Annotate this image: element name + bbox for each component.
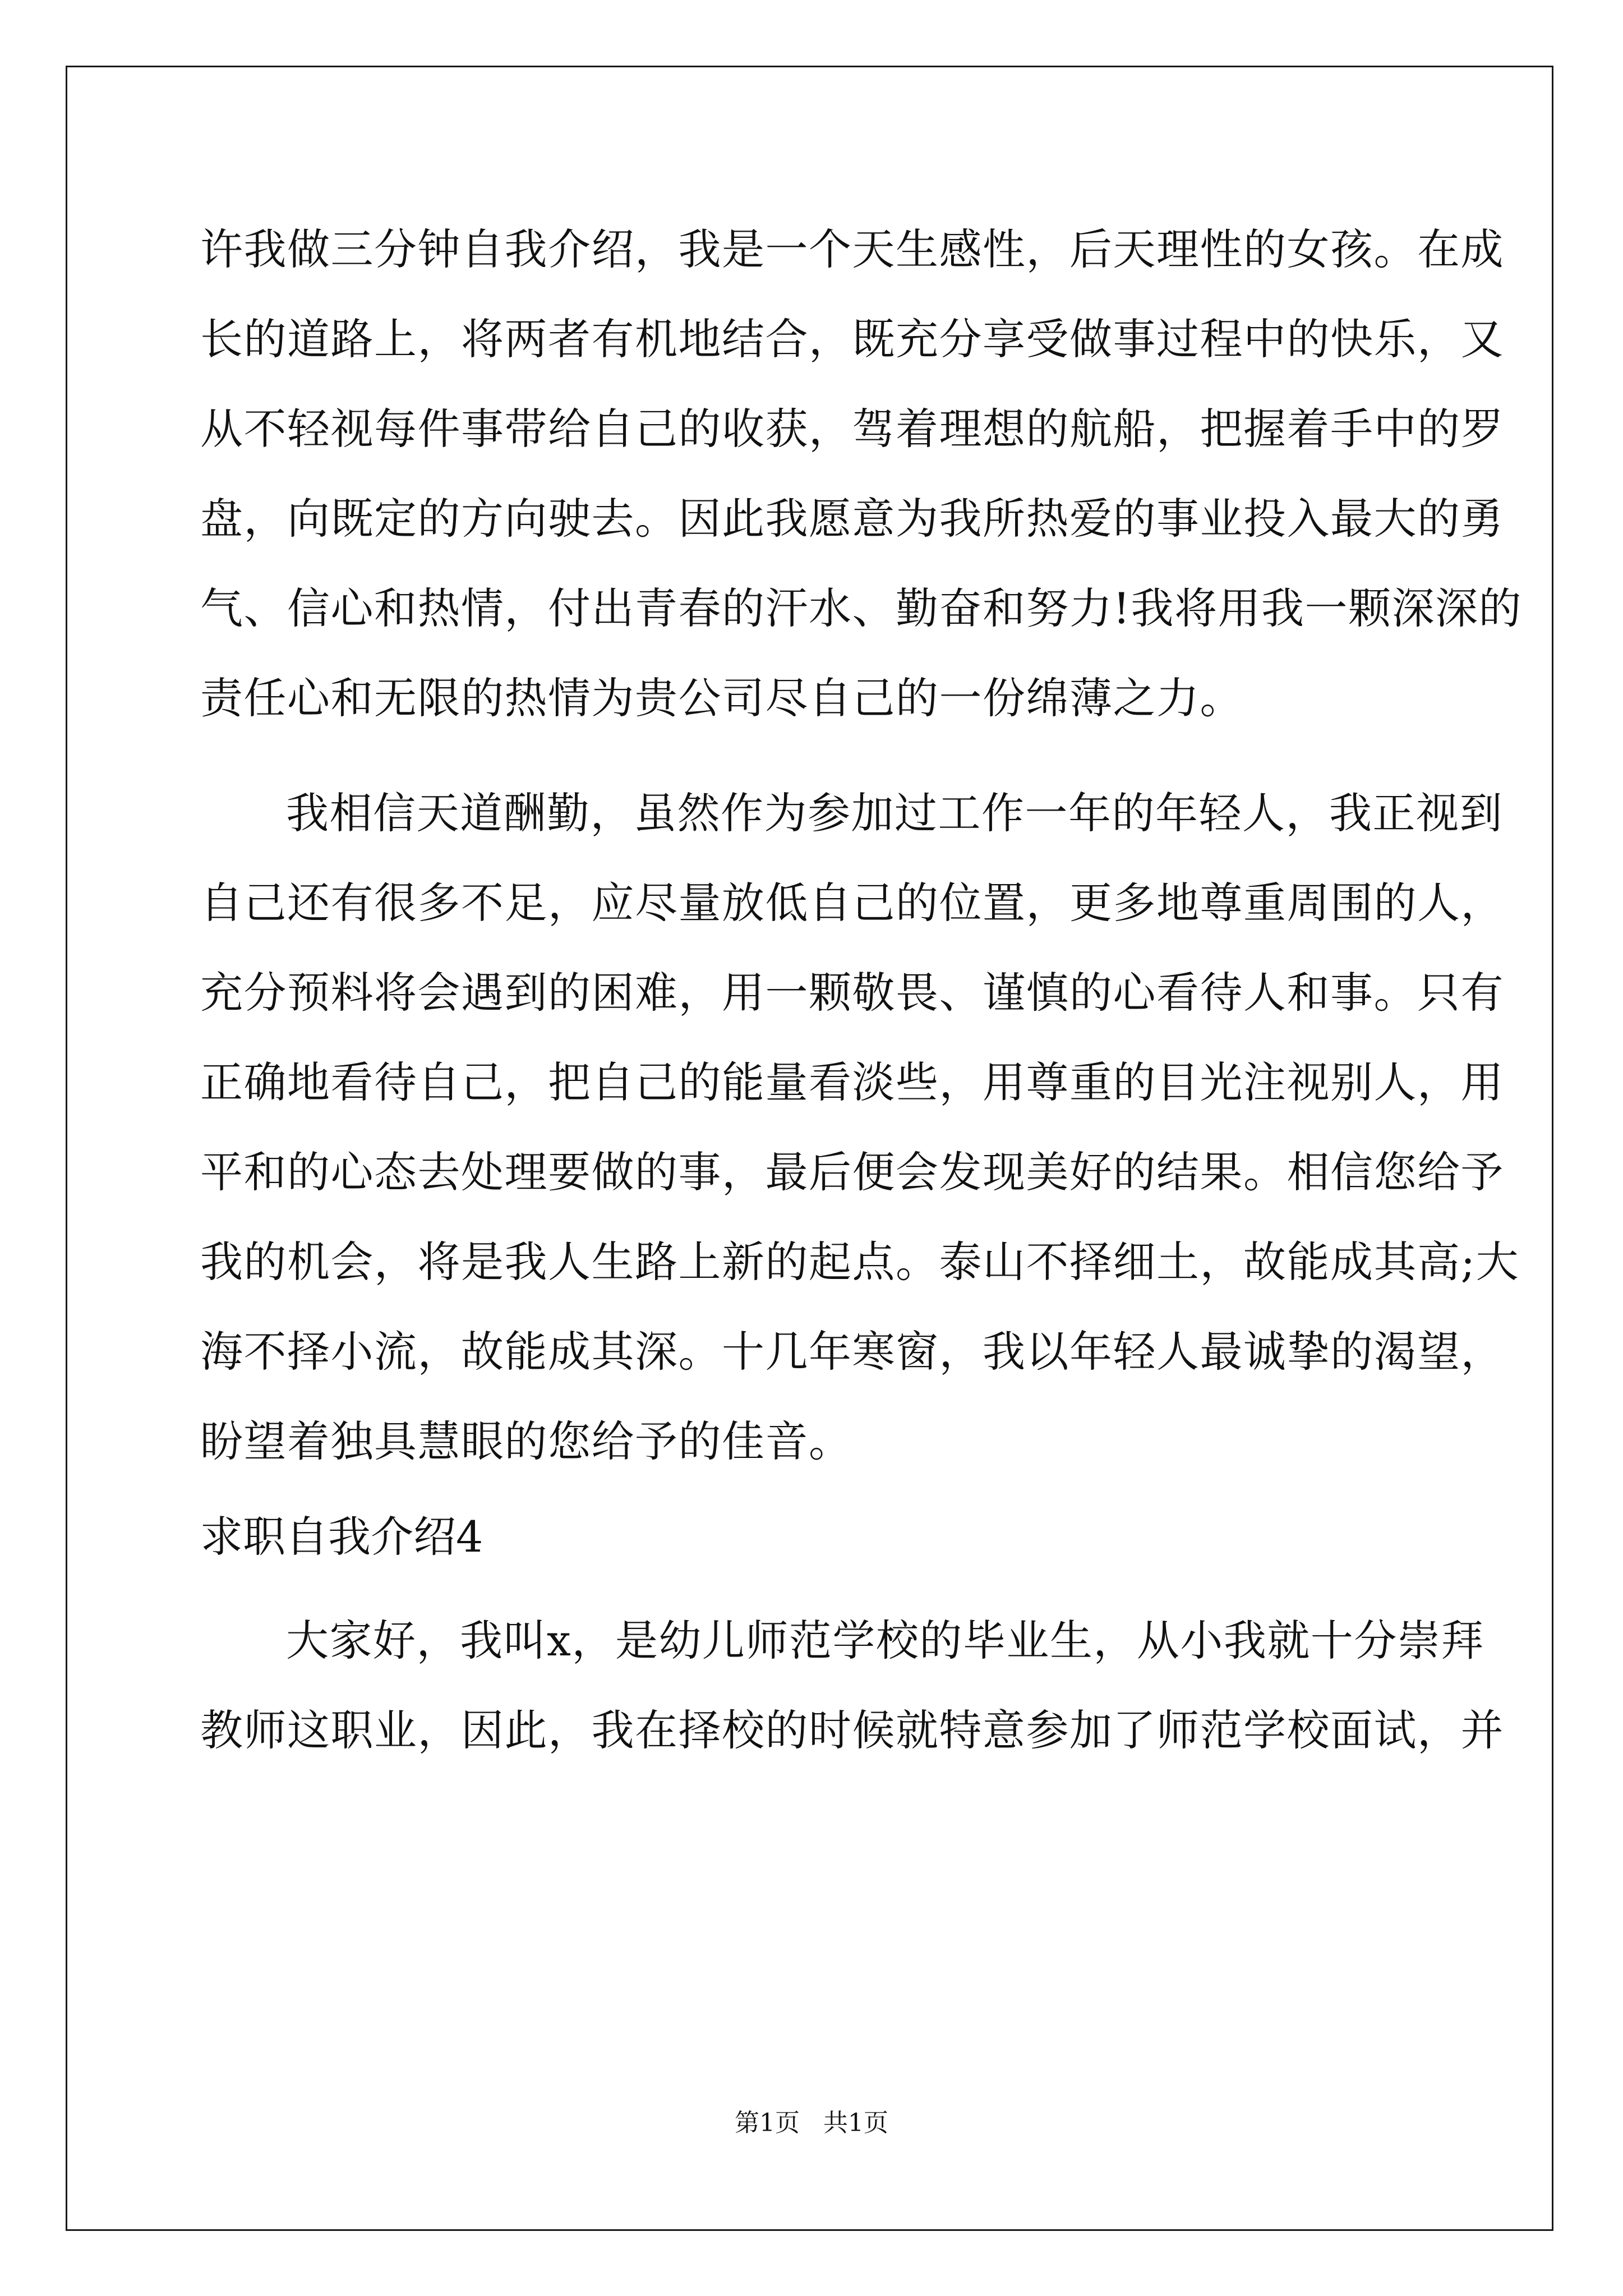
- paragraph-2-line-4: 正确地看待自己，把自己的能量看淡些，用尊重的目光注视别人，用: [200, 1057, 1504, 1107]
- paragraph-1-line-3: 从不轻视每件事带给自己的收获，驾着理想的航船，把握着手中的罗: [200, 404, 1504, 454]
- paragraph-2-line-1: 我相信天道酬勤，虽然作为参加过工作一年的年轻人，我正视到: [286, 788, 1503, 838]
- section-heading: 求职自我介绍4: [200, 1512, 483, 1562]
- paragraph-2-line-7: 海不择小流，故能成其深。十几年寒窗，我以年轻人最诚挚的渴望，: [200, 1327, 1504, 1377]
- paragraph-2-line-5: 平和的心态去处理要做的事，最后便会发现美好的结果。相信您给予: [200, 1147, 1504, 1197]
- paragraph-1-line-2: 长的道路上，将两者有机地结合，既充分享受做事过程中的快乐，又: [200, 314, 1504, 364]
- paragraph-1-line-1: 许我做三分钟自我介绍，我是一个天生感性，后天理性的女孩。在成: [200, 224, 1504, 274]
- paragraph-1-line-5: 气、信心和热情，付出青春的汗水、勤奋和努力!我将用我一颗深深的: [200, 583, 1523, 633]
- paragraph-1-line-6: 责任心和无限的热情为贵公司尽自己的一份绵薄之力。: [200, 673, 1243, 723]
- paragraph-3-line-1: 大家好，我叫x，是幼儿师范学校的毕业生，从小我就十分崇拜: [286, 1616, 1484, 1665]
- paragraph-2-line-6: 我的机会，将是我人生路上新的起点。泰山不择细土，故能成其高;大: [200, 1237, 1520, 1287]
- page-footer-indicator: 第1页 共1页: [735, 2109, 888, 2137]
- paragraph-2-line-3: 充分预料将会遇到的困难，用一颗敬畏、谨慎的心看待人和事。只有: [200, 968, 1504, 1018]
- paragraph-2-line-2: 自己还有很多不足，应尽量放低自己的位置，更多地尊重周围的人，: [200, 878, 1504, 928]
- paragraph-1-line-4: 盘，向既定的方向驶去。因此我愿意为我所热爱的事业投入最大的勇: [200, 494, 1504, 544]
- paragraph-2-line-8: 盼望着独具慧眼的您给予的佳音。: [200, 1416, 852, 1466]
- paragraph-3-line-2: 教师这职业，因此，我在择校的时候就特意参加了师范学校面试，并: [200, 1705, 1504, 1755]
